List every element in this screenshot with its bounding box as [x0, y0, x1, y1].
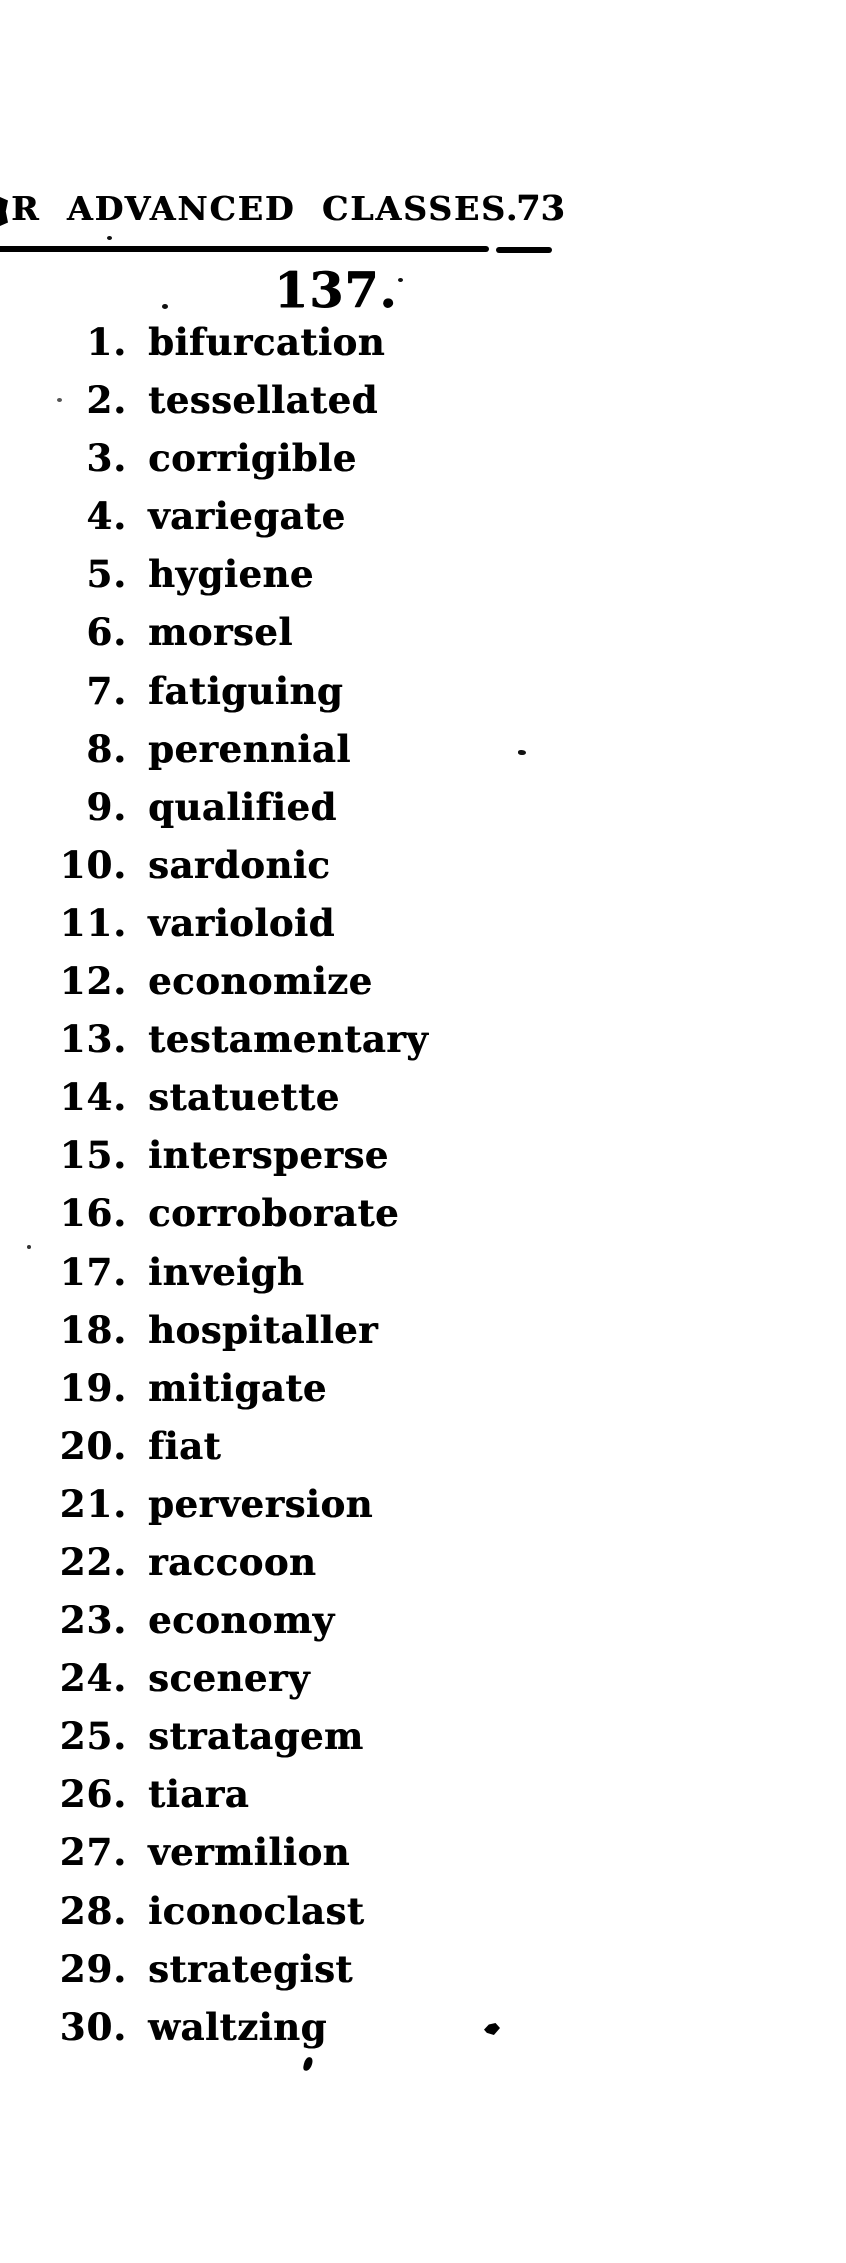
item-word: economize	[148, 959, 373, 1004]
list-item	[0, 487, 620, 545]
list-item	[0, 429, 620, 487]
item-number: 17.	[59, 1249, 127, 1294]
list-item	[0, 1126, 620, 1184]
item-number: 7.	[86, 668, 127, 713]
item-number: 6.	[86, 610, 127, 655]
item-number: 16.	[59, 1191, 127, 1236]
list-item	[0, 313, 620, 371]
list-item	[0, 1998, 620, 2056]
item-number: 11.	[59, 900, 127, 945]
list-item	[0, 1068, 620, 1126]
item-number: 29.	[59, 1946, 127, 1991]
item-number: 5.	[86, 552, 127, 597]
item-word: fiat	[148, 1423, 222, 1468]
item-word: waltzing	[148, 2004, 327, 2049]
item-word: economy	[148, 1598, 335, 1643]
item-word: corroborate	[148, 1191, 400, 1236]
ink-speck	[107, 236, 112, 240]
item-number: 26.	[59, 1772, 127, 1817]
ink-speck	[57, 398, 62, 402]
item-word: testamentary	[148, 1017, 429, 1062]
list-item	[0, 1010, 620, 1068]
item-number: 2.	[86, 378, 127, 423]
list-item	[0, 720, 620, 778]
item-word: qualified	[148, 784, 337, 829]
item-word: corrigible	[148, 436, 357, 481]
item-number: 20.	[59, 1423, 127, 1468]
item-number: 8.	[86, 726, 127, 771]
item-number: 25.	[59, 1714, 127, 1759]
list-item	[0, 603, 620, 661]
item-number: 12.	[59, 959, 127, 1004]
item-number: 18.	[59, 1307, 127, 1352]
item-number: 1.	[86, 320, 127, 364]
item-number: 30.	[59, 2004, 127, 2049]
item-number: 4.	[86, 494, 127, 539]
item-word: varioloid	[148, 900, 335, 945]
item-number: 3.	[86, 436, 127, 481]
item-word: hospitaller	[148, 1307, 379, 1352]
section-heading: 137.	[274, 261, 398, 319]
item-word: statuette	[148, 1075, 340, 1120]
item-word: perennial	[148, 726, 351, 771]
header-rule-short	[496, 247, 552, 253]
item-number: 21.	[59, 1481, 127, 1526]
item-number: 23.	[59, 1598, 127, 1643]
word-list	[0, 313, 620, 2056]
list-item	[0, 894, 620, 952]
ink-speck	[162, 304, 168, 309]
list-item	[0, 1649, 620, 1707]
item-number: 9.	[86, 784, 127, 829]
item-number: 14.	[59, 1075, 127, 1120]
list-item	[0, 836, 620, 894]
list-item	[0, 545, 620, 603]
ink-blot	[303, 2056, 314, 2071]
list-item	[0, 371, 620, 429]
list-item	[0, 1243, 620, 1301]
item-number: 19.	[59, 1365, 127, 1410]
ink-speck	[27, 1245, 31, 1249]
item-word: inveigh	[148, 1249, 305, 1294]
item-word: scenery	[148, 1656, 310, 1701]
item-word: fatiguing	[148, 668, 344, 713]
item-word: variegate	[148, 494, 346, 539]
ink-speck	[398, 278, 403, 282]
list-item	[0, 1184, 620, 1242]
cut-letter-fragment	[0, 197, 8, 226]
running-header-title: R ADVANCED CLASSES.	[11, 189, 520, 228]
list-item	[0, 952, 620, 1010]
item-word: tiara	[148, 1772, 250, 1817]
item-word: morsel	[148, 610, 293, 655]
item-word: bifurcation	[148, 320, 385, 364]
item-number: 22.	[59, 1539, 127, 1584]
item-number: 10.	[59, 842, 127, 887]
item-word: hygiene	[148, 552, 314, 597]
ink-speck	[518, 750, 526, 755]
item-word: perversion	[148, 1481, 373, 1526]
item-number: 13.	[59, 1017, 127, 1062]
item-word: raccoon	[148, 1539, 317, 1584]
header-rule-main	[0, 246, 489, 252]
item-number: 27.	[59, 1830, 127, 1875]
item-word: iconoclast	[148, 1888, 365, 1933]
list-item	[0, 1417, 620, 1475]
item-word: stratagem	[148, 1714, 364, 1759]
item-word: strategist	[148, 1946, 353, 1991]
list-item	[0, 1475, 620, 1533]
list-item	[0, 1823, 620, 1881]
item-number: 24.	[59, 1656, 127, 1701]
item-word: mitigate	[148, 1365, 327, 1410]
list-item	[0, 778, 620, 836]
list-item	[0, 1882, 620, 1940]
list-item	[0, 1940, 620, 1998]
page-number: 73	[516, 188, 565, 229]
item-word: vermilion	[148, 1830, 350, 1875]
list-item	[0, 1707, 620, 1765]
list-item	[0, 1765, 620, 1823]
list-item	[0, 1591, 620, 1649]
list-item	[0, 1301, 620, 1359]
list-item	[0, 1533, 620, 1591]
item-number: 15.	[59, 1133, 127, 1178]
item-word: tessellated	[148, 378, 378, 423]
list-item	[0, 662, 620, 720]
list-item	[0, 1359, 620, 1417]
item-word: intersperse	[148, 1133, 389, 1178]
item-number: 28.	[59, 1888, 127, 1933]
item-word: sardonic	[148, 842, 331, 887]
